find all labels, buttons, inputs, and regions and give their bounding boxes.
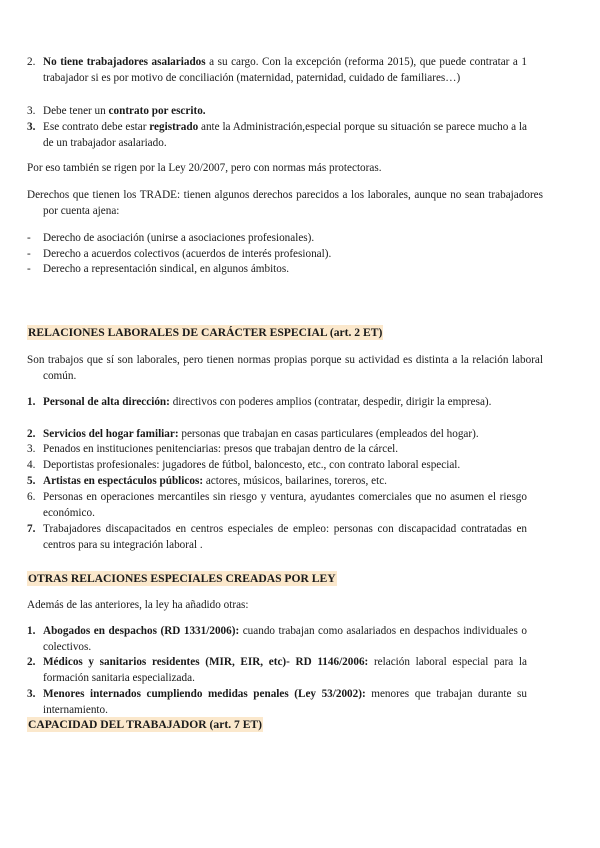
- list-number: 4.: [27, 459, 36, 471]
- list-text: Deportistas profesionales: jugadores de fútbol, baloncesto, etc., con contrato laboral especial.: [43, 459, 461, 471]
- paragraph-trade-rights: Derechos que tienen los TRADE: tienen algunos derechos parecidos a los laborales, aunque no sean trabajadores por cuenta ajena:: [27, 189, 543, 217]
- list-item: [27, 104, 527, 120]
- list-number: 7.: [27, 523, 36, 535]
- list-text: Personas en operaciones mercantiles sin riesgo y ventura, ayudantes comerciales que no asumen el riesgo económico.: [43, 491, 527, 519]
- list-item: [27, 395, 527, 411]
- dash-bullet: -: [27, 263, 31, 275]
- list-item: [27, 262, 527, 278]
- list-item: [27, 231, 527, 247]
- list-number: 2.: [27, 428, 36, 440]
- list-number: 1.: [27, 396, 36, 408]
- list-text: Derecho a acuerdos colectivos (acuerdos de interés profesional).: [43, 248, 332, 260]
- list-item: [27, 247, 527, 263]
- list-text: Ese contrato debe estar: [43, 121, 150, 133]
- section-heading-especial: RELACIONES LABORALES DE CARÁCTER ESPECIAL (art. 2 ET): [28, 326, 383, 339]
- list-text: relación laboral especial para la formación sanitaria especializada.: [43, 656, 527, 684]
- list-text: Debe tener un: [43, 105, 109, 117]
- paragraph-trade-law: Por eso también se rigen por la Ley 20/2007, pero con normas más protectoras.: [27, 162, 382, 174]
- list-item: [27, 442, 527, 458]
- list-bold-text: contrato por escrito.: [108, 105, 206, 117]
- list-bold-text: registrado: [149, 121, 199, 133]
- list-text: directivos con poderes amplios (contratar, despedir, dirigir la empresa).: [169, 396, 492, 408]
- list-item: [27, 490, 527, 522]
- list-item: [27, 458, 527, 474]
- list-number: 5.: [27, 475, 36, 487]
- list-text: ante la Administración,especial porque su situación se parece mucho a la de un trabajador asalariado.: [43, 121, 528, 149]
- list-bold-text: Médicos y sanitarios residentes (MIR, EIR, etc)- RD 1146/2006:: [43, 656, 369, 668]
- list-bold-text: Menores internados cumpliendo medidas penales (Ley 53/2002):: [43, 688, 366, 700]
- paragraph-especial: Son trabajos que sí son laborales, pero tienen normas propias porque su actividad es distinta a la relación laboral común.: [27, 354, 543, 382]
- section-heading-capacidad: CAPACIDAD DEL TRABAJADOR (art. 7 ET): [28, 718, 263, 731]
- list-bold-text: Servicios del hogar familiar:: [43, 428, 179, 440]
- list-item: [27, 655, 527, 687]
- section-heading-otras: OTRAS RELACIONES ESPECIALES CREADAS POR LEY: [28, 572, 336, 585]
- list-number: 6.: [27, 491, 36, 503]
- list-number: 3.: [27, 443, 36, 455]
- list-number: 3.: [27, 688, 36, 700]
- list-number: 3.: [27, 105, 36, 117]
- list-text: actores, músicos, bailarines, toreros, etc.: [203, 475, 387, 487]
- dash-bullet: -: [27, 232, 31, 244]
- list-text: personas que trabajan en casas particulares (empleados del hogar).: [178, 428, 479, 440]
- list-item: [27, 624, 527, 656]
- list-bold-text: No tiene trabajadores asalariados: [43, 56, 206, 68]
- list-text: Derecho a representación sindical, en algunos ámbitos.: [43, 263, 290, 275]
- list-item: [27, 55, 527, 87]
- list-item: [27, 687, 527, 719]
- list-number: 1.: [27, 625, 36, 637]
- list-item: [27, 120, 527, 152]
- list-number: 2.: [27, 656, 36, 668]
- list-text: a su cargo. Con la excepción (reforma 2015), que puede contratar a 1 trabajador si es por motivo de conciliación (maternidad, paternidad, cuidado de familiares…): [43, 56, 528, 84]
- list-text: menores que trabajan durante su internamiento.: [43, 688, 527, 716]
- list-text: cuando trabajan como asalariados en despachos individuales o colectivos.: [43, 625, 527, 653]
- list-text: Penados en instituciones penitenciarias: presos que trabajan dentro de la cárcel.: [43, 443, 399, 455]
- list-text: Trabajadores discapacitados en centros especiales de empleo: personas con discapacidad contratadas en centros para su integración laboral .: [43, 523, 527, 551]
- list-bold-text: Artistas en espectáculos públicos:: [43, 475, 204, 487]
- list-item: [27, 427, 527, 443]
- list-number: 2.: [27, 56, 36, 68]
- list-bold-text: Personal de alta dirección:: [43, 396, 170, 408]
- paragraph-otras: Además de las anteriores, la ley ha añadido otras:: [27, 599, 249, 611]
- dash-bullet: -: [27, 248, 31, 260]
- list-item: [27, 474, 527, 490]
- list-number: 3.: [27, 121, 36, 133]
- list-text: Derecho de asociación (unirse a asociaciones profesionales).: [43, 232, 315, 244]
- list-item: [27, 522, 527, 554]
- list-bold-text: Abogados en despachos (RD 1331/2006):: [43, 625, 240, 637]
